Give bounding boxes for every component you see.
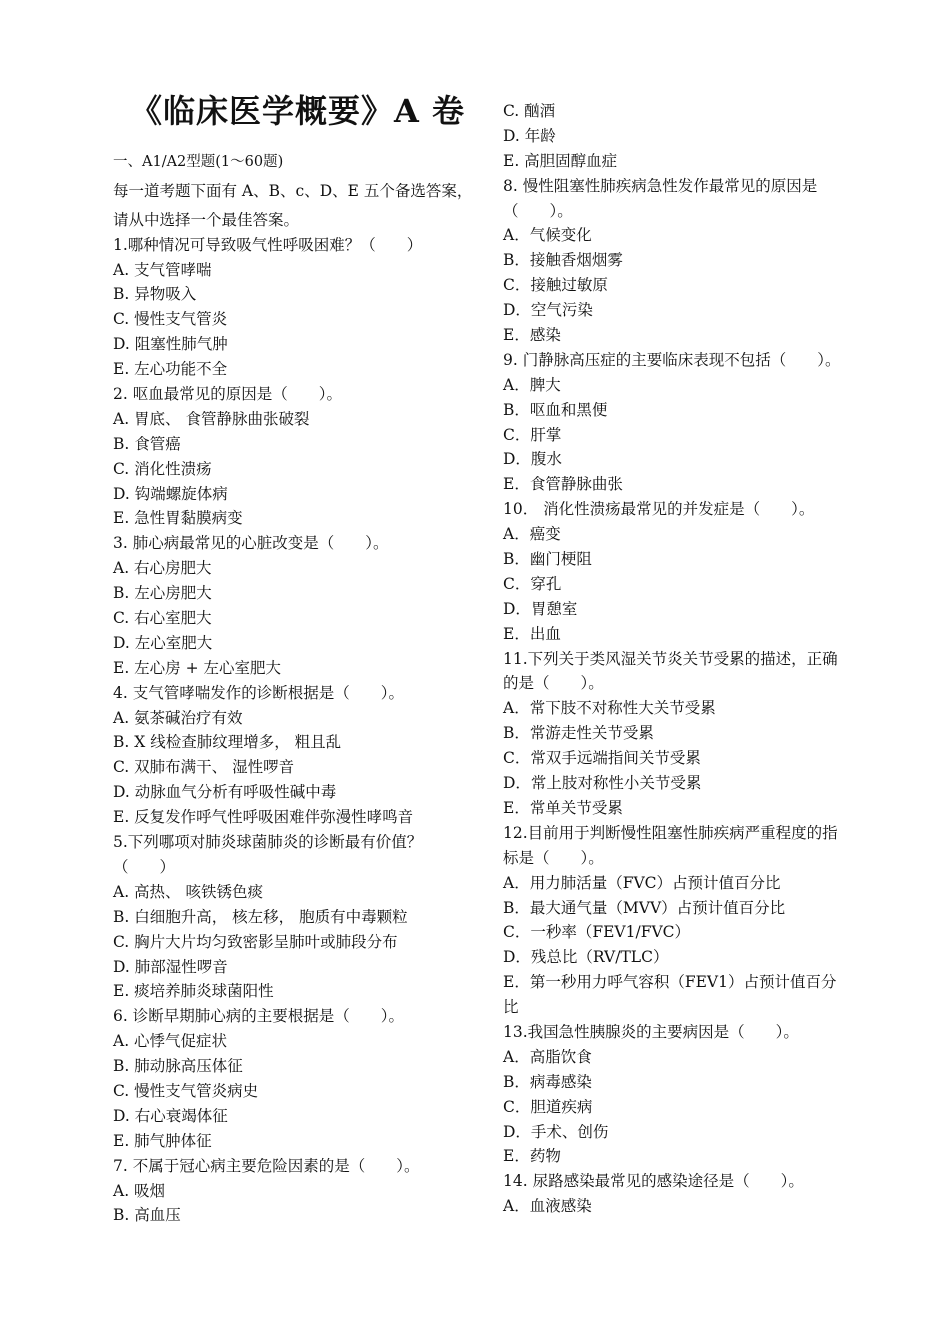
answer-option: A. 吸烟: [113, 1181, 166, 1200]
answer-option: D. 阻塞性肺气肿: [113, 335, 228, 354]
answer-option: A．用力肺活量（FVC）占预计值百分比: [503, 873, 781, 892]
question-text: 1.哪种情况可导致吸气性呼吸困难？（ ）: [113, 235, 423, 254]
question-text: 6. 诊断早期肺心病的主要根据是（ ）。: [113, 1007, 404, 1026]
answer-option: D. 动脉血气分析有呼吸性碱中毒: [113, 783, 337, 802]
answer-option: D．手术、创伤: [503, 1122, 609, 1141]
answer-option: A. 氨茶碱治疗有效: [113, 708, 243, 727]
answer-option: C. 双肺布满干、 湿性啰音: [113, 758, 295, 777]
answer-option: E．出血: [503, 624, 561, 643]
answer-option: D．胃憩室: [503, 599, 578, 618]
answer-option: C. 慢性支气管炎病史: [113, 1081, 259, 1100]
answer-option: E. 高胆固醇血症: [503, 151, 618, 170]
question-text: 13.我国急性胰腺炎的主要病因是（ ）。: [503, 1022, 799, 1041]
answer-option: E. 反复发作呼气性呼吸困难伴弥漫性哮鸣音: [113, 808, 414, 827]
answer-option: B. 高血压: [113, 1206, 181, 1225]
answer-option: A. 心悸气促症状: [113, 1032, 228, 1051]
answer-option: E. 痰培养肺炎球菌阳性: [113, 982, 274, 1001]
answer-option: E．食管静脉曲张: [503, 475, 623, 494]
question-text: 比: [503, 998, 519, 1017]
answer-option: D. 左心室肥大: [113, 633, 213, 652]
answer-option: E. 急性胃黏膜病变: [113, 509, 243, 528]
answer-option: C. 右心室肥大: [113, 609, 212, 628]
question-text: 7. 不属于冠心病主要危险因素的是（ ）。: [113, 1156, 420, 1175]
question-text: （ ）: [113, 857, 176, 876]
answer-option: B．呕血和黑便: [503, 400, 608, 419]
section-heading: 一、A1/A2型题(1～60题): [113, 154, 284, 170]
question-text: 3. 肺心病最常见的心脏改变是（ ）。: [113, 534, 389, 553]
answer-option: B．接触香烟烟雾: [503, 251, 623, 270]
answer-option: B．幽门梗阻: [503, 550, 592, 569]
answer-option: D．常上肢对称性小关节受累: [503, 774, 702, 793]
right-question-list: [503, 99, 875, 1219]
answer-option: D. 年龄: [503, 126, 556, 145]
question-text: 8. 慢性阻塞性肺疾病急性发作最常见的原因是: [503, 176, 818, 195]
answer-option: B．病毒感染: [503, 1072, 592, 1091]
question-text: 的是（ ）。: [503, 674, 604, 693]
instruction-line: 每一道考题下面有 A、B、c、D、E 五个备选答案，: [113, 181, 473, 200]
page-title: 《临床医学概要》A 卷: [130, 92, 465, 130]
answer-option: E．常单关节受累: [503, 798, 623, 817]
answer-option: C．常双手远端指间关节受累: [503, 749, 701, 768]
answer-option: E．第一秒用力呼气容积（FEV1）占预计值百分: [503, 973, 837, 992]
question-text: 2. 呕血最常见的原因是（ ）。: [113, 385, 342, 404]
answer-option: B．常游走性关节受累: [503, 724, 654, 743]
answer-option: A．常下肢不对称性大关节受累: [503, 699, 716, 718]
answer-option: C. 消化性溃疡: [113, 459, 212, 478]
question-text: 标是（ ）。: [503, 848, 604, 867]
answer-option: E. 左心功能不全: [113, 360, 228, 379]
answer-option: B. X 线检查肺纹理增多， 粗且乱: [113, 733, 342, 752]
question-text: 12.目前用于判断慢性阻塞性肺疾病严重程度的指: [503, 823, 838, 842]
answer-option: C．穿孔: [503, 574, 562, 593]
question-text: 14. 尿路感染最常见的感染途径是（ ）。: [503, 1172, 804, 1191]
answer-option: B. 异物吸入: [113, 285, 197, 304]
question-text: 4. 支气管哮喘发作的诊断根据是（ ）。: [113, 683, 404, 702]
answer-option: E. 肺气肿体征: [113, 1131, 212, 1150]
answer-option: B．最大通气量（MVV）占预计值百分比: [503, 898, 786, 917]
answer-option: C．胆道疾病: [503, 1097, 593, 1116]
answer-option: C. 胸片大片均匀致密影呈肺叶或肺段分布: [113, 932, 398, 951]
left-column: [113, 0, 491, 1228]
answer-option: D．空气污染: [503, 301, 593, 320]
answer-option: B. 左心房肥大: [113, 584, 212, 603]
answer-option: A．气候变化: [503, 226, 592, 245]
answer-option: B. 白细胞升高， 核左移， 胞质有中毒颗粒: [113, 907, 408, 926]
question-text: 9. 门静脉高压症的主要临床表现不包括（ ）。: [503, 350, 841, 369]
answer-option: C．一秒率（FEV1/FVC）: [503, 923, 691, 942]
answer-option: D. 钩端螺旋体病: [113, 484, 228, 503]
answer-option: A. 高热、 咳铁锈色痰: [113, 882, 263, 901]
question-text: （ ）。: [503, 201, 573, 220]
answer-option: A. 支气管哮喘: [113, 260, 212, 279]
answer-option: A．高脂饮食: [503, 1047, 592, 1066]
answer-option: E. 左心房 + 左心室肥大: [113, 658, 282, 677]
question-text: 5.下列哪项对肺炎球菌肺炎的诊断最有价值？: [113, 833, 423, 852]
question-text: 11.下列关于类风湿关节炎关节受累的描述，正确: [503, 649, 838, 668]
answer-option: A. 右心房肥大: [113, 559, 212, 578]
answer-option: D. 肺部湿性啰音: [113, 957, 228, 976]
answer-option: A．癌变: [503, 525, 561, 544]
left-question-list: [113, 233, 491, 1229]
answer-option: B. 肺动脉高压体征: [113, 1057, 243, 1076]
right-column: [503, 0, 875, 1219]
answer-option: D．腹水: [503, 450, 562, 469]
answer-option: C. 慢性支气管炎: [113, 310, 228, 329]
answer-option: C. 酗酒: [503, 102, 556, 120]
answer-option: C．接触过敏原: [503, 276, 608, 295]
answer-option: A．脾大: [503, 375, 561, 394]
answer-option: D. 右心衰竭体征: [113, 1106, 228, 1125]
answer-option: E．感染: [503, 326, 561, 345]
answer-option: E．药物: [503, 1147, 561, 1166]
instruction-line: 请从中选择一个最佳答案。: [113, 210, 300, 229]
answer-option: A．血液感染: [503, 1197, 592, 1216]
answer-option: D．残总比（RV/TLC）: [503, 948, 669, 967]
answer-option: A. 胃底、 食管静脉曲张破裂: [113, 409, 310, 428]
answer-option: B. 食管癌: [113, 434, 181, 453]
answer-option: C．肝掌: [503, 425, 562, 444]
question-text: 10． 消化性溃疡最常见的并发症是（ ）。: [503, 500, 815, 519]
